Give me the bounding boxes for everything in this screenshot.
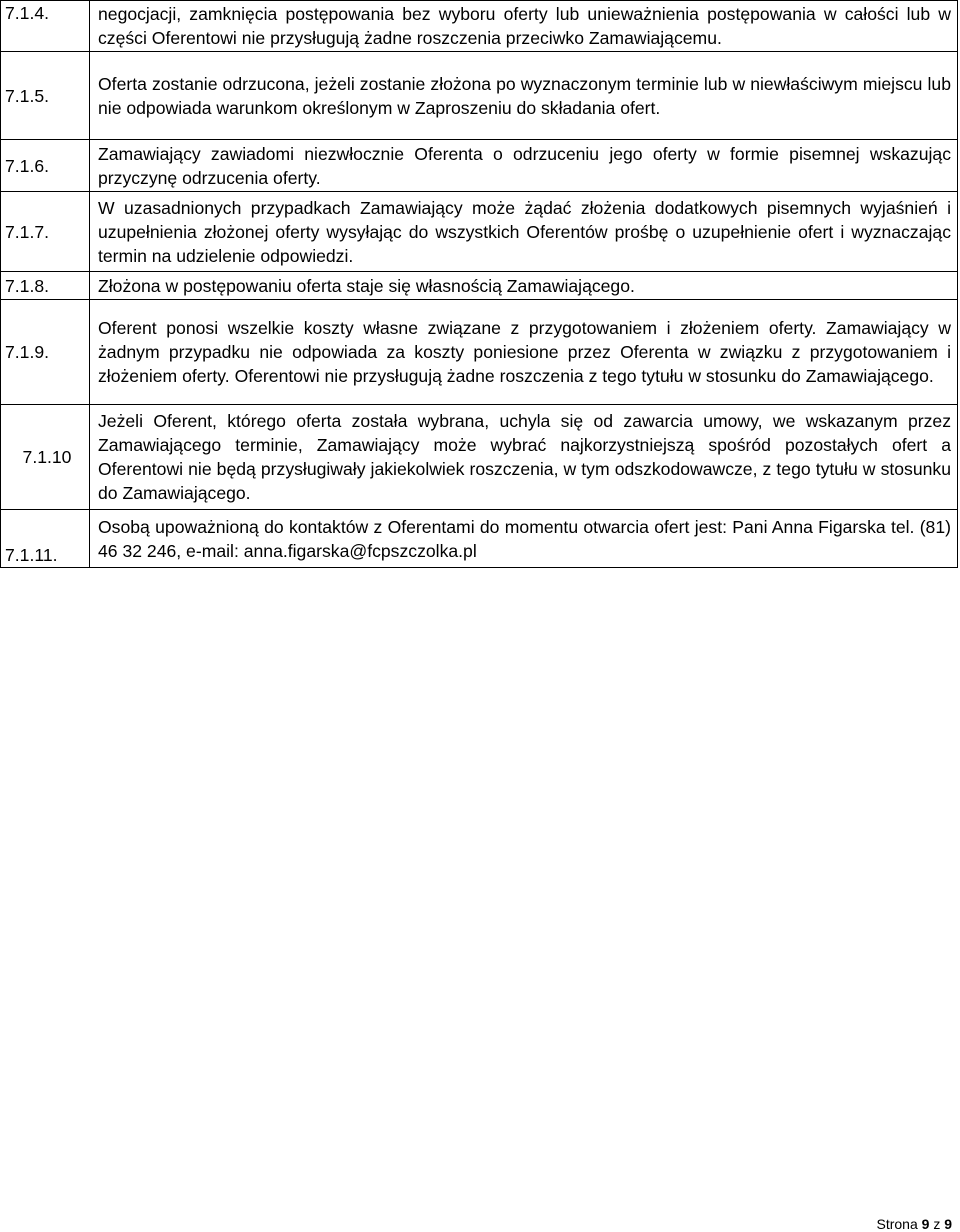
section-text: negocjacji, zamknięcia postępowania bez wyboru oferty lub unieważnienia postępowania w całości lub w części Oferentowi nie przysługują żadne roszczenia przeciwko Zamawiającemu.	[90, 1, 958, 52]
section-text: Oferent ponosi wszelkie koszty własne związane z przygotowaniem i złożeniem oferty. Zamawiający w żadnym przypadku nie odpowiada za koszty poniesione przez Oferenta w związku z przygotowaniem i złożeniem oferty. Oferentowi nie przysługują żadne roszczenia z tego tytułu w stosunku do Zamawiającego.	[90, 300, 958, 405]
section-number: 7.1.4.	[1, 1, 90, 52]
page-footer	[876, 1216, 952, 1232]
section-text: Złożona w postępowaniu oferta staje się własnością Zamawiającego.	[90, 272, 958, 300]
document-table	[0, 0, 958, 568]
table-row	[1, 405, 958, 510]
table-row	[1, 300, 958, 405]
table-row	[1, 140, 958, 192]
page-number: 9	[921, 1216, 930, 1232]
section-text: Oferta zostanie odrzucona, jeżeli zostanie złożona po wyznaczonym terminie lub w niewłaściwym miejscu lub nie odpowiada warunkom określonym w Zaproszeniu do składania ofert.	[90, 52, 958, 140]
table-row	[1, 510, 958, 568]
section-text: W uzasadnionych przypadkach Zamawiający może żądać złożenia dodatkowych pisemnych wyjaśnień i uzupełnienia złożonej oferty wysyłając do wszystkich Oferentów prośbę o uzupełnienie ofert i wyznaczając termin na udzielenie odpowiedzi.	[90, 192, 958, 272]
section-number: 7.1.10	[1, 405, 90, 510]
table-row	[1, 52, 958, 140]
section-number: 7.1.9.	[1, 300, 90, 405]
section-text: Osobą upoważnioną do kontaktów z Oferentami do momentu otwarcia ofert jest: Pani Anna Figarska tel. (81) 46 32 246, e-mail: anna.figarska@fcpszczolka.pl	[90, 510, 958, 568]
table-row	[1, 192, 958, 272]
section-number: 7.1.6.	[1, 140, 90, 192]
page-separator: z	[933, 1216, 941, 1232]
page-label: Strona	[876, 1216, 918, 1232]
page-total: 9	[944, 1216, 952, 1232]
section-number: 7.1.11.	[1, 510, 90, 568]
section-number: 7.1.8.	[1, 272, 90, 300]
section-number: 7.1.7.	[1, 192, 90, 272]
table-row	[1, 272, 958, 300]
section-text: Jeżeli Oferent, którego oferta została wybrana, uchyla się od zawarcia umowy, we wskazanym przez Zamawiającego terminie, Zamawiający może wybrać najkorzystniejszą spośród pozostałych ofert a Oferentowi nie będą przysługiwały jakiekolwiek roszczenia, w tym odszkodowawcze, z tego tytułu w stosunku do Zamawiającego.	[90, 405, 958, 510]
table-row	[1, 1, 958, 52]
section-number: 7.1.5.	[1, 52, 90, 140]
section-text: Zamawiający zawiadomi niezwłocznie Oferenta o odrzuceniu jego oferty w formie pisemnej wskazując przyczynę odrzucenia oferty.	[90, 140, 958, 192]
